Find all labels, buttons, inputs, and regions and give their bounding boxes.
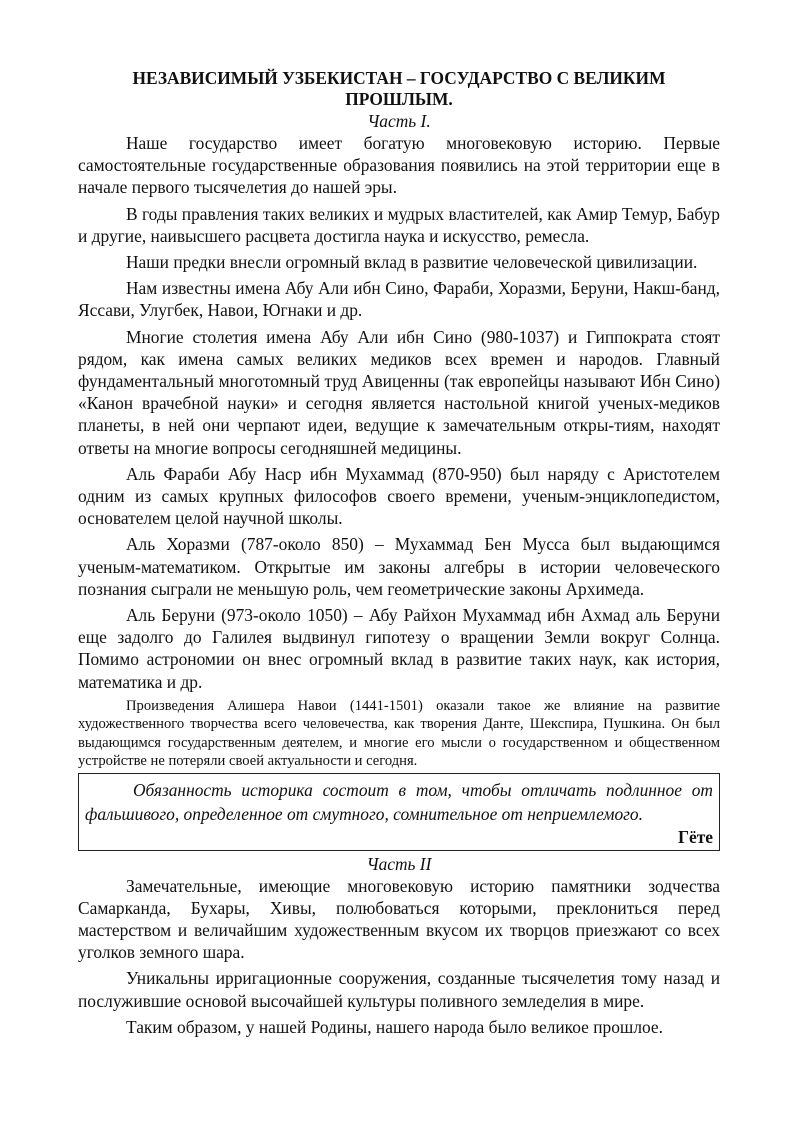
paragraph: Нам известны имена Абу Али ибн Сино, Фараби, Хоразми, Беруни, Накш-банд, Яссави, Улугбек, Навои, Югнаки и др.	[78, 278, 720, 321]
paragraph: Аль Хоразми (787-около 850) – Мухаммад Бен Мусса был выдающимся ученым-математиком. Открытые им законы алгебры в истории человеческого познания сыграли не меньшую роль, чем геометрические законы Архимеда.	[78, 534, 720, 599]
paragraph: Таким образом, у нашей Родины, нашего народа было великое прошлое.	[126, 1016, 663, 1037]
paragraph: Аль Беруни (973-около 1050) – Абу Райхон Мухаммад ибн Ахмад аль Беруни еще задолго до Галилея выдвинул гипотезу о вращении Земли вокруг Солнца. Помимо астрономии он внес огромный вклад в развитие таких наук, как история, математика и др.	[78, 605, 720, 692]
paragraph: Замечательные, имеющие многовековую историю памятники зодчества Самарканда, Бухары, Хивы, полюбоваться которыми, преклониться перед мастерством и величайшим художественным вкусом их творцов приезжают со всех уголков земного шара.	[78, 875, 720, 963]
paragraph: Наши предки внесли огромный вклад в развитие человеческой цивилизации.	[126, 252, 698, 273]
document-title: НЕЗАВИСИМЫЙ УЗБЕКИСТАН – ГОСУДАРСТВО С ВЕЛИКИМ ПРОШЛЫМ.	[132, 68, 666, 109]
paragraph: Аль Фараби Абу Наср ибн Мухаммад (870-950) был наряду с Аристотелем одним из самых крупных философов своего времени, ученым-энциклопедистом, основателем целой научной школы.	[78, 463, 720, 529]
quote-author: Гёте	[677, 826, 713, 847]
part-one-heading: Часть I.	[367, 111, 431, 131]
document-page	[78, 68, 720, 1042]
paragraph: Многие столетия имена Абу Али ибн Сино (980-1037) и Гиппократа стоят рядом, как имена самых великих медиков всех времен и народов. Главный фундаментальный многотомный труд Авиценны (так европейцы называют Ибн Сино) «Канон врачебной науки» и сегодня является настольной книгой ученых-медиков планеты, в ней они черпают идеи, ведущие к замечательным откры-тиям, находят ответы на многие вопросы сегодняшней медицины.	[78, 326, 720, 458]
paragraph: Наше государство имеет богатую многовековую историю. Первые самостоятельные государственные образования появились на этой территории еще в начале первого тысячелетия до нашей эры.	[78, 133, 720, 198]
quote-box	[78, 773, 720, 851]
quote-text: Обязанность историка состоит в том, чтобы отличать подлинное от фальшивого, определенное от смутного, сомнительное от неприемлемого.	[85, 779, 713, 824]
part-two-heading: Часть II	[366, 853, 432, 874]
paragraph: В годы правления таких великих и мудрых властителей, как Амир Темур, Бабур и другие, наивысшего расцвета достигла наука и искусство, ремесла.	[78, 203, 720, 246]
paragraph: Уникальны ирригационные сооружения, созданные тысячелетия тому назад и послужившие основой высочайшей культуры поливного земледелия в мире.	[78, 968, 720, 1011]
small-paragraph: Произведения Алишера Навои (1441-1501) оказали такое же влияние на развитие художественного творчества всего человечества, как творения Данте, Шекспира, Пушкина. Он был выдающимся государственным деятелем, и многие его мысли о государственном и общественном устройстве не потеряли своей актуальности и сегодня.	[78, 697, 720, 770]
